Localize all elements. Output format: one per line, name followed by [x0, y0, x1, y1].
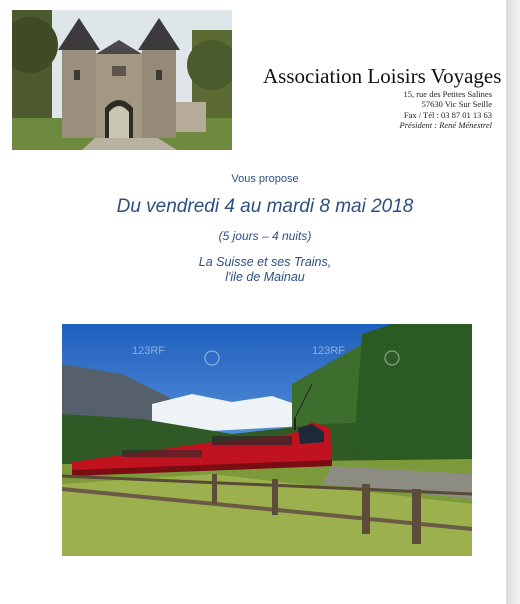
- intro-text: Vous propose: [231, 173, 299, 185]
- phone-fax: Fax / Tél : 03 87 01 13 63: [403, 110, 492, 120]
- watermark-text: 123RF: [312, 345, 346, 357]
- address-city: 57630 Vic Sur Seille: [421, 99, 492, 109]
- castle-gate-photo: [12, 10, 232, 150]
- trip-dates: Du vendredi 4 au mardi 8 mai 2018: [116, 196, 414, 217]
- red-train-mountain-photo: [62, 324, 472, 556]
- destination-line-2: l'ile de Mainau: [225, 270, 305, 284]
- president-name: Président : René Ménestrel: [399, 120, 492, 130]
- watermark-text: 123RF: [132, 345, 166, 357]
- destination-line-1: La Suisse et ses Trains,: [198, 255, 332, 269]
- page-gutter: [506, 0, 520, 604]
- trip-duration: (5 jours – 4 nuits): [218, 229, 312, 243]
- organization-name: Association Loisirs Voyages: [263, 64, 502, 88]
- address-street: 15, rue des Petites Salines: [403, 89, 492, 99]
